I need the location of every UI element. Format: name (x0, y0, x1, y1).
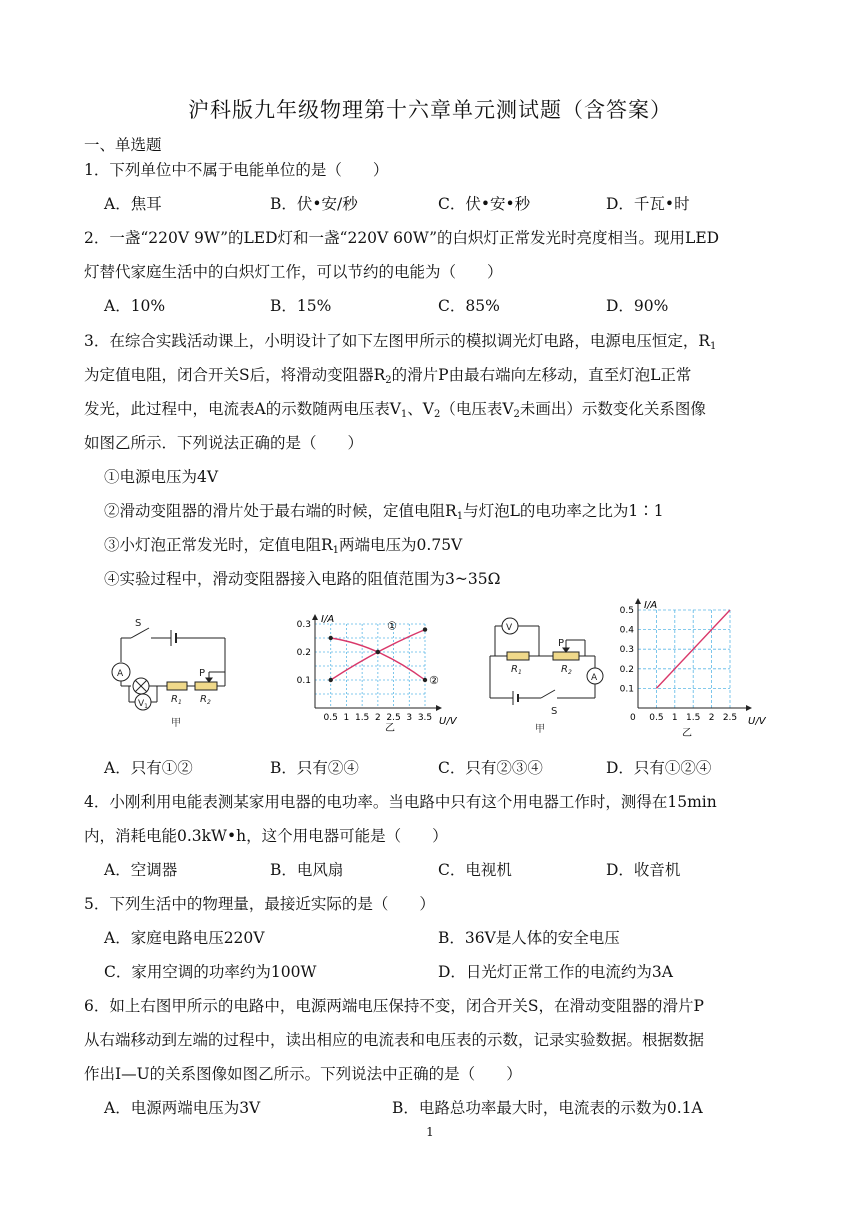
q1-option-a: A．焦耳 (104, 195, 162, 213)
q1-option-b: B．伏•安/秒 (270, 195, 358, 213)
q3-statement-3: ③小灯泡正常发光时，定值电阻$R_1$两端电压为0.75V (104, 536, 463, 556)
graph-2-caption: 乙 (682, 728, 692, 739)
q2-option-c: C．85% (438, 297, 500, 315)
switch-label: S (135, 618, 142, 629)
graph-2-ytick: 0.2 (619, 664, 634, 675)
graph-2-xtick: 2 (708, 713, 715, 723)
graph-1-series-1-point (329, 636, 333, 640)
q2-line-1: 2．一盏“220V 9W”的LED灯和一盏“220V 60W”的白炽灯正常发光时亮度相当。现用LED (84, 229, 720, 247)
graph-2 (620, 598, 767, 739)
graph-1-series-2-point (376, 650, 380, 654)
graph-1-x-ticks (324, 713, 433, 723)
q4-option-d: D．收音机 (606, 861, 681, 879)
graph-1-series-2-point (329, 678, 333, 682)
q5-option-d: D．日光灯正常工作的电流约为3A (438, 963, 673, 981)
slider-label: P (558, 638, 565, 649)
graph-1-series-2-point (423, 627, 427, 631)
q2-option-b: B．15% (270, 297, 332, 315)
q6-line-3: 作出I—U的关系图像如图乙所示。下列说法中正确的是（ ） (84, 1065, 522, 1083)
q3-statement-1: ①电源电压为4V (104, 468, 219, 486)
q2-option-a: A．10% (104, 297, 166, 315)
circuit-1-caption: 甲 (171, 718, 181, 729)
q3-statement-4: ④实验过程中，滑动变阻器接入电路的阻值范围为3~35Ω (104, 570, 501, 588)
voltmeter-label: $V_1$ (138, 699, 148, 710)
graph-1-series-1-point (423, 678, 427, 682)
graph-1-ytick: 0.1 (296, 676, 311, 686)
voltmeter-label: V (506, 623, 513, 633)
graph-1-ylabel: I/A (321, 614, 335, 625)
ammeter-label: A (117, 669, 124, 679)
graph-1-y-ticks (297, 620, 311, 686)
graph-1-ytick: 0.3 (296, 620, 311, 630)
graph-2-ytick: 0.3 (619, 645, 634, 656)
q1-option-d: D．千瓦•时 (606, 195, 690, 213)
graph-1-caption: 乙 (385, 723, 395, 734)
graph-1-curve-1-label: ① (387, 619, 397, 633)
circuit-diagram-1 (112, 628, 225, 710)
q3-line-2: 为定值电阻，闭合开关S后，将滑动变阻器$R_2$的滑片P由最右端向左移动，直至灯泡L正常 (84, 366, 692, 386)
q6-option-a: A．电源两端电压为3V (104, 1099, 261, 1117)
q2-line-2: 灯替代家庭生活中的白炽灯工作，可以节约的电能为（ ） (84, 263, 503, 281)
q6-line-1: 6．如上右图甲所示的电路中，电源两端电压保持不变，闭合开关S，在滑动变阻器的滑片P (84, 997, 704, 1015)
q4-option-b: B．电风扇 (270, 861, 344, 879)
page-title: 沪科版九年级物理第十六章单元测试题（含答案） (188, 98, 672, 122)
graph-2-ytick: 0.5 (619, 606, 634, 616)
r2-label: $R_2$ (561, 664, 572, 676)
q2-option-d: D．90% (606, 297, 669, 315)
q3-line-4: 如图乙所示．下列说法正确的是（ ） (84, 434, 364, 452)
q4-option-c: C．电视机 (438, 861, 512, 879)
circuit-1-labels (117, 618, 211, 729)
q4-line-1: 4．小刚利用电能表测某家用电器的电功率。当电路中只有这个用电器工作时，测得在15min (84, 793, 717, 811)
graph-2-ylabel: I/A (644, 600, 658, 611)
figures-strip (95, 596, 775, 746)
q5-option-c: C．家用空调的功率约为100W (104, 963, 317, 981)
graph-1-ytick: 0.2 (296, 648, 311, 658)
q4-line-2: 内，消耗电能0.3kW•h，这个用电器可能是（ ） (84, 827, 448, 845)
page-number: 1 (426, 1125, 434, 1139)
r1-label: $R_1$ (511, 664, 522, 676)
q3-option-a: A．只有①② (104, 759, 193, 777)
graph-2-xlabel: U/V (748, 716, 766, 727)
graph-2-origin-label: 0 (630, 713, 636, 723)
q3-option-c: C．只有②③④ (438, 759, 543, 777)
q6-line-2: 从右端移动到左端的过程中，读出相应的电流表和电压表的示数，记录实验数据。根据数据 (84, 1031, 705, 1049)
q3-statement-2: ②滑动变阻器的滑片处于最右端的时候，定值电阻$R_1$与灯泡L的电功率之比为1∶1 (104, 502, 664, 522)
q3-option-b: B．只有②④ (270, 759, 359, 777)
q5-option-a: A．家庭电路电压220V (104, 929, 265, 947)
switch-label: S (551, 706, 558, 717)
q1-option-c: C．伏•安•秒 (438, 195, 531, 213)
graph-1 (297, 614, 458, 734)
section-heading: 一、单选题 (84, 136, 162, 154)
graph-2-x-ticks (649, 713, 737, 723)
q3-line-1: 3．在综合实践活动课上，小明设计了如下左图甲所示的模拟调光灯电路，电源电压恒定，$R_1$ (84, 332, 717, 352)
q4-option-a: A．空调器 (104, 861, 178, 879)
q5-stem: 5．下列生活中的物理量，最接近实际的是（ ） (84, 895, 435, 913)
graph-2-ytick: 0.1 (619, 684, 634, 695)
graph-1-xtick: 2.5 (386, 713, 401, 723)
q3-line-3: 发光，此过程中，电流表A的示数随两电压表$V_1$、$V_2$（电压表$V_2$未画出）示数变化关系图像 (84, 400, 706, 420)
graph-1-xtick: 3 (406, 713, 413, 723)
graph-1-xtick: 3.5 (417, 713, 433, 723)
graph-1-xtick: 1.5 (354, 713, 370, 723)
r2-label: $R_2$ (200, 694, 211, 706)
graph-2-xtick: 1.5 (686, 713, 701, 723)
graph-1-xtick: 2 (374, 713, 381, 723)
q1-stem: 1．下列单位中不属于电能单位的是（ ） (84, 161, 389, 179)
graph-1-xtick: 1 (343, 713, 350, 723)
r1-label: $R_1$ (171, 694, 182, 706)
graph-2-y-ticks (620, 606, 635, 694)
graph-1-xlabel: U/V (439, 716, 457, 727)
graph-2-xtick: 1 (671, 713, 678, 723)
q5-option-b: B．36V是人体的安全电压 (438, 929, 620, 947)
graph-1-curve-2-label: ② (429, 674, 439, 687)
graph-2-xtick: 2.5 (722, 713, 738, 723)
graph-2-xtick: 0.5 (649, 713, 664, 723)
graph-1-xtick: 0.5 (323, 713, 338, 723)
circuit-2-caption: 甲 (535, 724, 545, 735)
slider-label: P (199, 668, 206, 679)
q3-option-d: D．只有①②④ (606, 759, 712, 777)
graph-2-ytick: 0.4 (619, 625, 634, 636)
ammeter-label: A (591, 673, 598, 683)
q6-option-b: B．电路总功率最大时，电流表的示数为0.1A (392, 1099, 703, 1117)
